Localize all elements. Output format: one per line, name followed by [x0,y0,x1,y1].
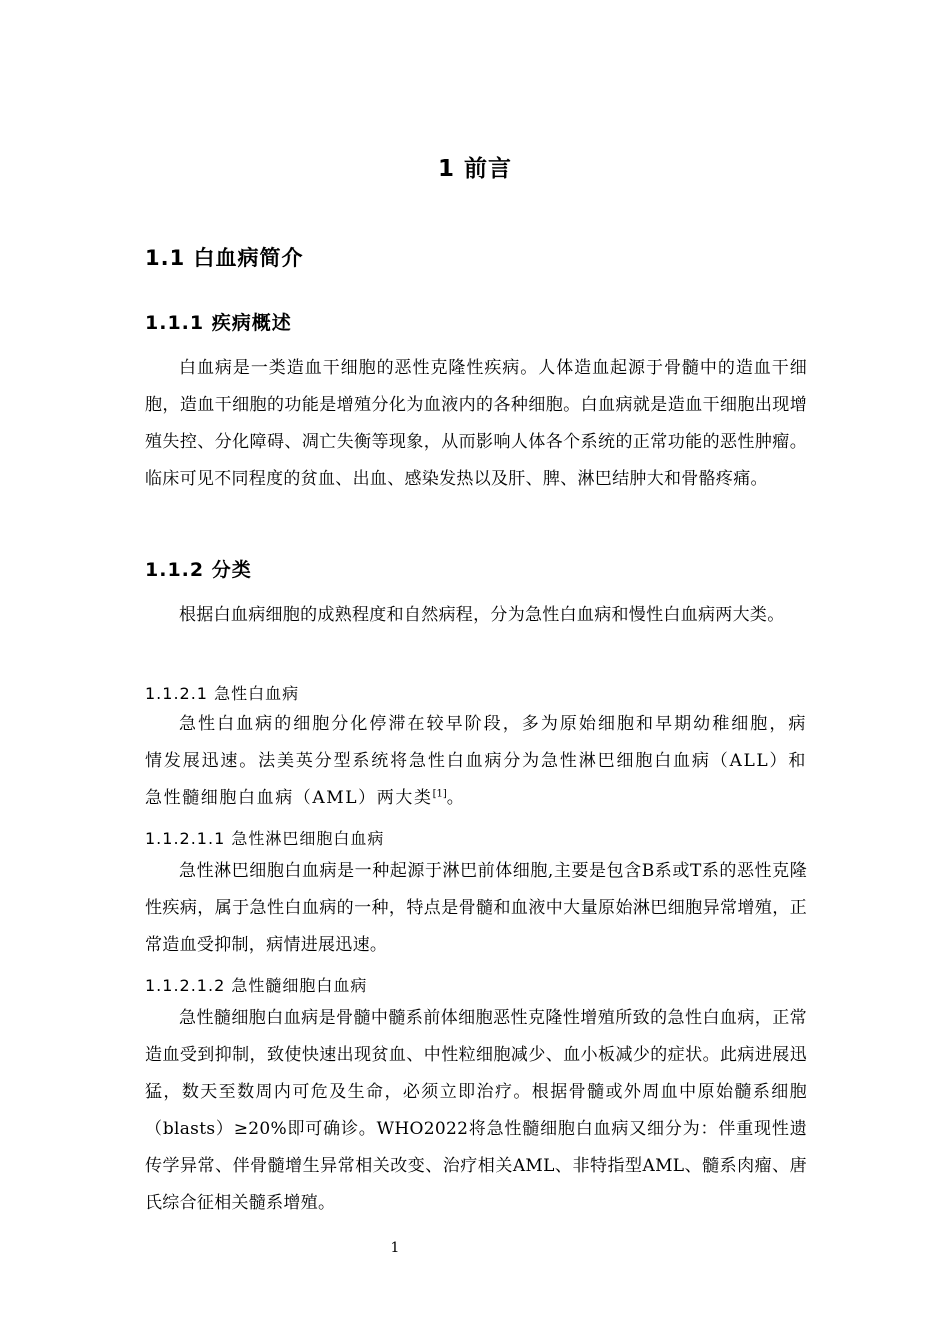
subsubsection-heading-acute: 1.1.2.1 急性白血病 [145,684,300,703]
paragraph-acute-text: 急性白血病的细胞分化停滞在较早阶段，多为原始细胞和早期幼稚细胞，病情发展迅速。法美英分型系统将急性白血病分为急性淋巴细胞白血病（ALL）和急性髓细胞白血病（AML）两大类 [145,714,807,808]
subsection-heading-classification: 1.1.2 分类 [145,559,252,581]
paragraph-classification: 根据白血病细胞的成熟程度和自然病程，分为急性白血病和慢性白血病两大类。 [179,605,785,625]
paragraph-acute-lymphoblastic: 急性淋巴细胞白血病是一种起源于淋巴前体细胞,主要是包含B系或T系的恶性克隆性疾病，属于急性白血病的一种，特点是骨髓和血液中大量原始淋巴细胞异常增殖，正常造血受抑制，病情进展迅速。 [145,861,807,955]
chapter-title: 1 前言 [437,156,512,182]
subsection-heading-overview: 1.1.1 疾病概述 [145,312,292,334]
paragraph-acute [145,706,807,817]
paragraph-acute-end: 。 [446,788,466,808]
heading-acute-lymphoblastic: 1.1.2.1.1 急性淋巴细胞白血病 [145,829,385,848]
page-number: 1 [390,1240,400,1256]
citation-reference: [1] [432,788,447,800]
section-heading: 1.1 白血病简介 [145,246,304,270]
paragraph-acute-myeloid: 急性髓细胞白血病是骨髓中髓系前体细胞恶性克隆性增殖所致的急性白血病，正常造血受到抑制，致使快速出现贫血、中性粒细胞减少、血小板减少的症状。此病进展迅猛，数天至数周内可危及生命，必须立即治疗。根据骨髓或外周血中原始髓系细胞（blasts）≥20%即可确诊。WHO2022将急性髓细胞白血病又细分为：伴重现性遗传学异常、伴骨髓增生异常相关改变、治疗相关AML、非特指型AML、髓系肉瘤、唐氏综合征相关髓系增殖。 [145,1008,807,1213]
paragraph-overview: 白血病是一类造血干细胞的恶性克隆性疾病。人体造血起源于骨髓中的造血干细胞，造血干细胞的功能是增殖分化为血液内的各种细胞。白血病就是造血干细胞出现增殖失控、分化障碍、凋亡失衡等现象，从而影响人体各个系统的正常功能的恶性肿瘤。临床可见不同程度的贫血、出血、感染发热以及肝、脾、淋巴结肿大和骨骼疼痛。 [145,358,807,489]
heading-acute-myeloid: 1.1.2.1.2 急性髓细胞白血病 [145,976,368,995]
